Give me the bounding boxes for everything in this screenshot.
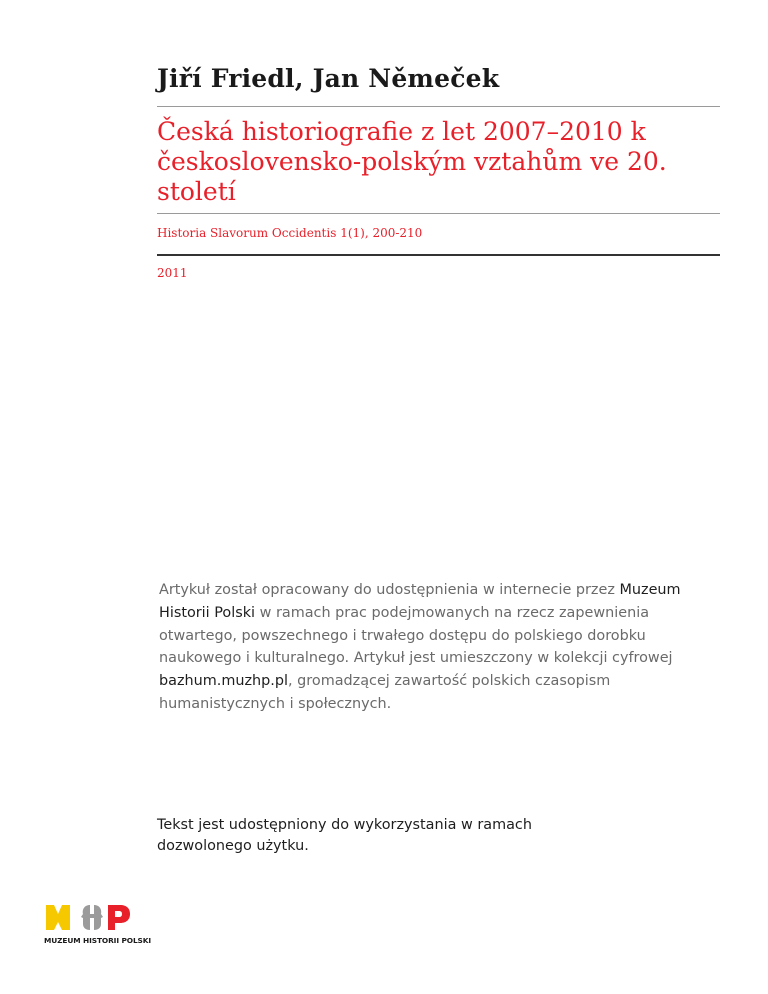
notice-text-2: w ramach prac podejmowanych na rzecz zapewnienia otwartego, powszechnego i trwałego dostępu do polskiego dorobku naukowego i kulturalnego. Artykuł jest umieszczony w kolekcji cyfrowej bbox=[159, 604, 673, 667]
logo-text: MUZEUM HISTORII POLSKI bbox=[44, 936, 152, 945]
article-title: Česká historiografie z let 2007–2010 k československo-polským vztahům ve 20. století bbox=[157, 117, 667, 206]
usage-statement: Tekst jest udostępniony do wykorzystania w ramach dozwolonego użytku. bbox=[157, 817, 532, 854]
publication-year: 2011 bbox=[157, 266, 188, 280]
notice-text-1: Artykuł został opracowany do udostępnienia w internecie przez bbox=[159, 582, 620, 598]
logo-p-shape bbox=[108, 905, 130, 930]
notice-text-3: , gromadzącej zawartość polskich czasopism humanistycznych i społecznych. bbox=[159, 673, 611, 712]
museum-link[interactable]: Muzeum Historii Polski bbox=[159, 582, 681, 621]
digitization-notice bbox=[159, 579, 699, 716]
bazhum-link[interactable]: bazhum.muzhp.pl bbox=[159, 673, 288, 690]
authors: Jiří Friedl, Jan Němeček bbox=[157, 64, 500, 93]
logo-m-shape bbox=[46, 905, 70, 930]
source-divider bbox=[157, 254, 720, 256]
title-divider bbox=[157, 213, 720, 214]
logo-h-shape-2 bbox=[94, 905, 103, 930]
source-citation: Historia Slavorum Occidentis 1(1), 200-210 bbox=[157, 226, 423, 240]
logo-h-shape bbox=[81, 905, 90, 930]
header-divider bbox=[157, 106, 720, 107]
